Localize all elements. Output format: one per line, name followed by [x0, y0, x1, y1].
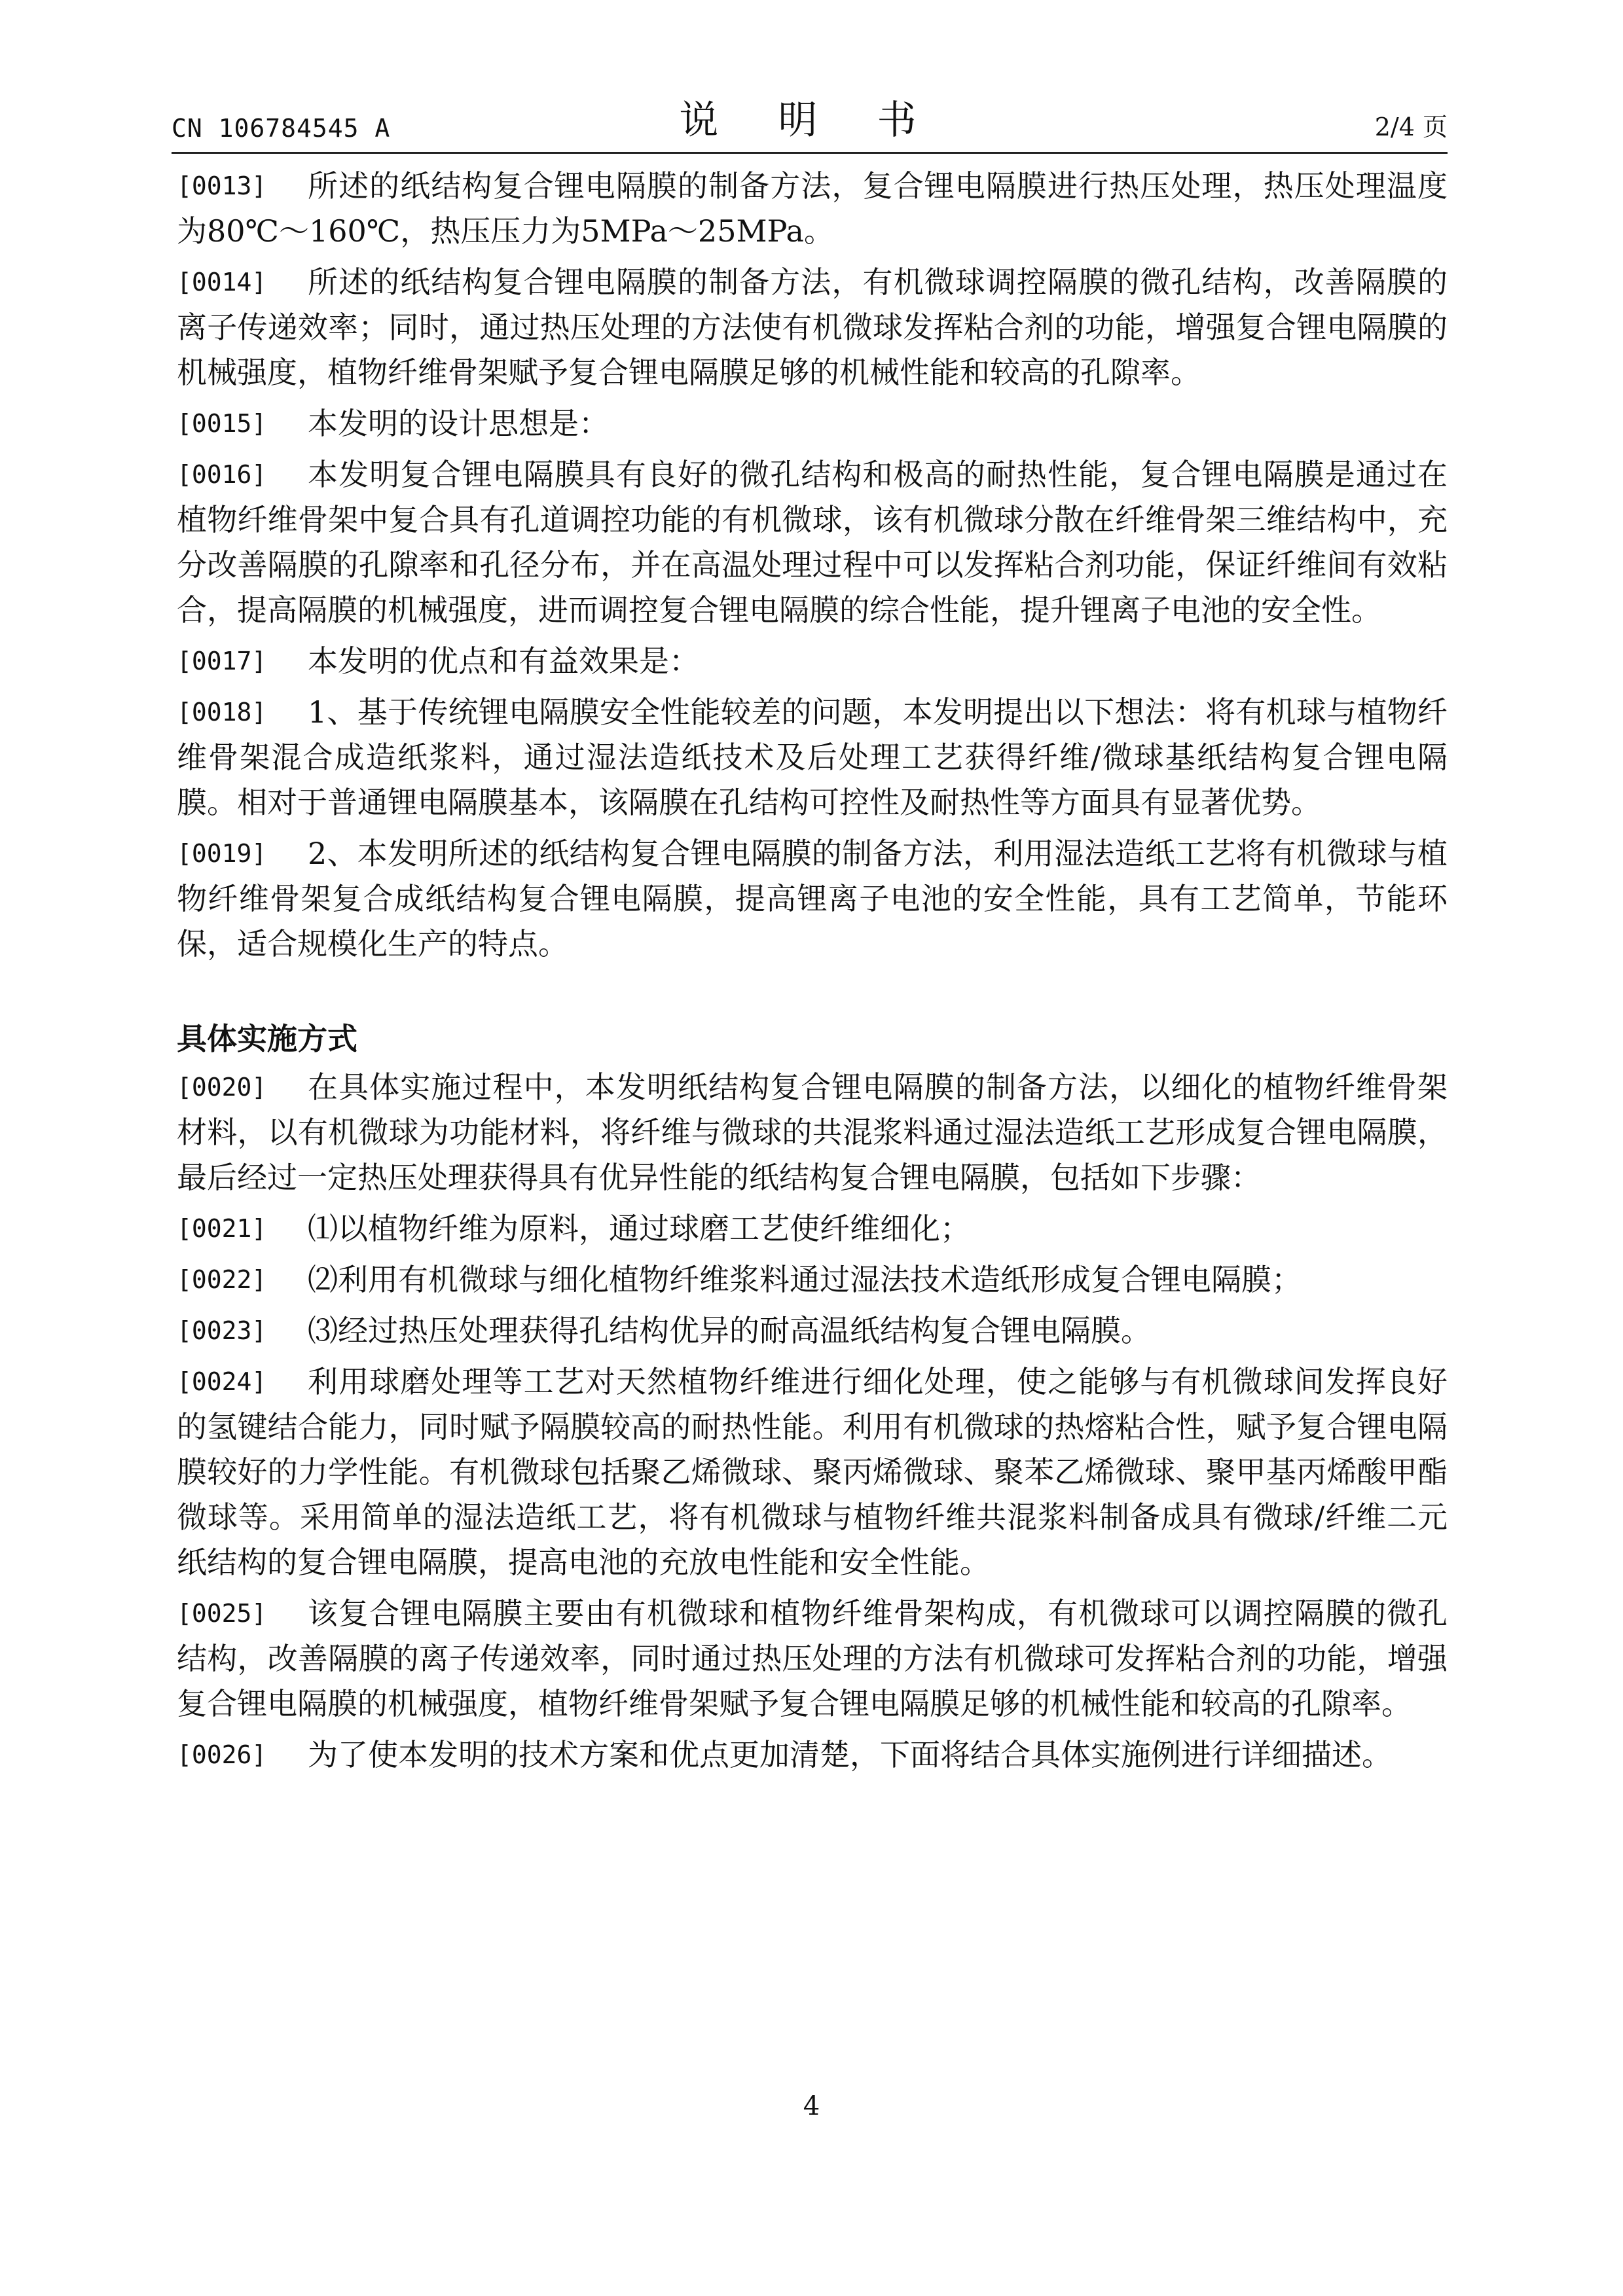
paragraph-group-embodiments — [177, 1065, 1448, 1778]
paragraph-text: 1、基于传统锂电隔膜安全性能较差的问题，本发明提出以下想法：将有机球与植物纤维骨架混合成造纸浆料，通过湿法造纸技术及后处理工艺获得纤维/微球基纸结构复合锂电隔膜。相对于普通锂电隔膜基本，该隔膜在孔结构可控性及耐热性等方面具有显著优势。 — [177, 694, 1448, 820]
page-indicator: 2/4 页 — [1374, 113, 1448, 141]
publication-number: CN 106784545 A — [172, 114, 391, 143]
page-number: 4 — [803, 2091, 820, 2121]
paragraph-text: 为了使本发明的技术方案和优点更加清楚，下面将结合具体实施例进行详细描述。 — [308, 1737, 1392, 1772]
paragraph — [177, 260, 1448, 395]
paragraph — [177, 831, 1448, 967]
paragraph-text: 利用球磨处理等工艺对天然植物纤维进行细化处理，使之能够与有机微球间发挥良好的氢键结合能力，同时赋予隔膜较高的耐热性能。利用有机微球的热熔粘合性，赋予复合锂电隔膜较好的力学性能。有机微球包括聚乙烯微球、聚丙烯微球、聚苯乙烯微球、聚甲基丙烯酸甲酯微球等。采用简单的湿法造纸工艺，将有机微球与植物纤维共混浆料制备成具有微球/纤维二元纸结构的复合锂电隔膜，提高电池的充放电性能和安全性能。 — [177, 1364, 1448, 1580]
paragraph-text: 该复合锂电隔膜主要由有机微球和植物纤维骨架构成，有机微球可以调控隔膜的微孔结构，改善隔膜的离子传递效率，同时通过热压处理的方法有机微球可发挥粘合剂的功能，增强复合锂电隔膜的机械强度，植物纤维骨架赋予复合锂电隔膜足够的机械性能和较高的孔隙率。 — [177, 1596, 1448, 1721]
page-header — [172, 90, 1448, 151]
paragraph — [177, 1065, 1448, 1200]
paragraph — [177, 639, 1448, 684]
paragraph-text: ⑴以植物纤维为原料，通过球磨工艺使纤维细化； — [308, 1211, 970, 1246]
paragraph-text: 2、本发明所述的纸结构复合锂电隔膜的制备方法，利用湿法造纸工艺将有机微球与植物纤维骨架复合成纸结构复合锂电隔膜，提高锂离子电池的安全性能，具有工艺简单，节能环保，适合规模化生产的特点。 — [177, 836, 1448, 961]
paragraph-number: [0017] — [177, 647, 267, 675]
paragraph — [177, 401, 1448, 446]
paragraph-number: [0024] — [177, 1367, 267, 1396]
paragraph-number: [0023] — [177, 1316, 267, 1345]
paragraph-number: [0022] — [177, 1265, 267, 1294]
paragraph-text: 本发明的设计思想是： — [308, 406, 609, 441]
paragraph-number: [0026] — [177, 1740, 267, 1769]
paragraph — [177, 1257, 1448, 1302]
paragraph — [177, 690, 1448, 825]
paragraph-number: [0025] — [177, 1599, 267, 1628]
paragraph-text: 在具体实施过程中，本发明纸结构复合锂电隔膜的制备方法，以细化的植物纤维骨架材料，以有机微球为功能材料，将纤维与微球的共混浆料通过湿法造纸工艺形成复合锂电隔膜，最后经过一定热压处理获得具有优异性能的纸结构复合锂电隔膜，包括如下步骤： — [177, 1069, 1448, 1195]
section-heading: 具体实施方式 — [177, 1021, 357, 1056]
paragraph-text: 本发明复合锂电隔膜具有良好的微孔结构和极高的耐热性能，复合锂电隔膜是通过在植物纤维骨架中复合具有孔道调控功能的有机微球，该有机微球分散在纤维骨架三维结构中，充分改善隔膜的孔隙率和孔径分布，并在高温处理过程中可以发挥粘合剂功能，保证纤维间有效粘合，提高隔膜的机械强度，进而调控复合锂电隔膜的综合性能，提升锂离子电池的安全性。 — [177, 457, 1448, 628]
paragraph — [177, 1206, 1448, 1251]
paragraph-text: 所述的纸结构复合锂电隔膜的制备方法，复合锂电隔膜进行热压处理，热压处理温度为80℃～160℃，热压压力为5MPa～25MPa。 — [177, 168, 1448, 249]
document-title: 说 明 书 — [679, 98, 940, 143]
paragraph — [177, 1732, 1448, 1778]
paragraph — [177, 452, 1448, 633]
paragraph-number: [0018] — [177, 698, 267, 726]
paragraph — [177, 1359, 1448, 1585]
paragraph-number: [0020] — [177, 1073, 267, 1102]
paragraph — [177, 164, 1448, 254]
paragraph-text: ⑶经过热压处理获得孔结构优异的耐高温纸结构复合锂电隔膜。 — [308, 1313, 1151, 1348]
paragraph-group-summary — [177, 164, 1448, 967]
document-body — [177, 164, 1448, 1784]
paragraph-number: [0019] — [177, 839, 267, 868]
paragraph-number: [0016] — [177, 460, 267, 489]
paragraph-number: [0013] — [177, 171, 267, 200]
paragraph-text: 本发明的优点和有益效果是： — [308, 643, 699, 679]
paragraph — [177, 1591, 1448, 1727]
paragraph-number: [0015] — [177, 409, 267, 438]
paragraph — [177, 1308, 1448, 1354]
paragraph-number: [0014] — [177, 268, 267, 296]
paragraph-text: ⑵利用有机微球与细化植物纤维浆料通过湿法技术造纸形成复合锂电隔膜； — [308, 1262, 1302, 1297]
paragraph-number: [0021] — [177, 1214, 267, 1243]
header-rule — [172, 152, 1448, 154]
paragraph-text: 所述的纸结构复合锂电隔膜的制备方法，有机微球调控隔膜的微孔结构，改善隔膜的离子传递效率；同时，通过热压处理的方法使有机微球发挥粘合剂的功能，增强复合锂电隔膜的机械强度，植物纤维骨架赋予复合锂电隔膜足够的机械性能和较高的孔隙率。 — [177, 264, 1448, 390]
